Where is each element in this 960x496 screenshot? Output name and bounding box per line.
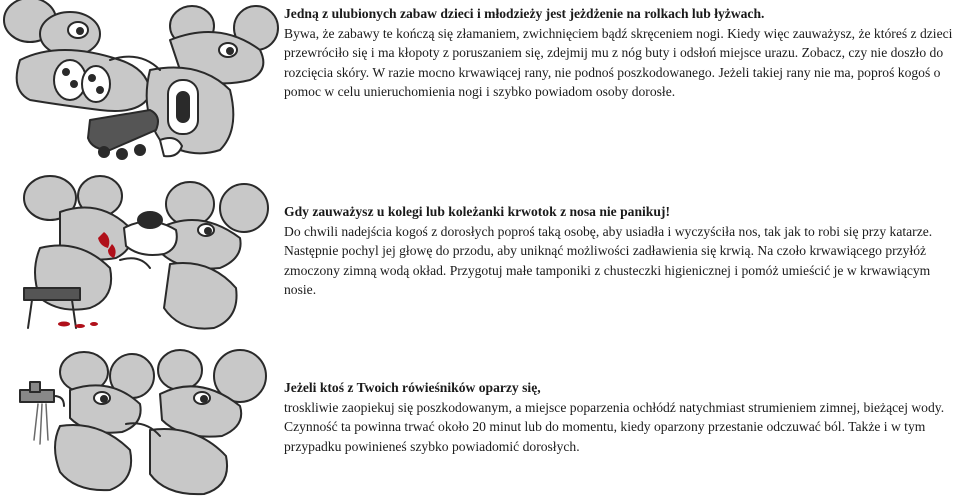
burn-heading: Jeżeli ktoś z Twoich rówieśników oparzy się, [284, 380, 541, 395]
skating-injury-heading: Jedną z ulubionych zabaw dzieci i młodzieży jest jeżdżenie na rolkach lub łyżwach. [284, 6, 765, 21]
burn-text [284, 378, 960, 456]
illustration-mice-burn [0, 340, 280, 496]
skating-injury-body: Bywa, że zabawy te kończą się złamaniem, zwichnięciem bądź skręceniem nogi. Kiedy więc zauważysz, że któreś z dzieci przewróciło się i ma kłopoty z poruszaniem się, zdejmij mu z nóg buty i odsłoń miejsce urazu. Zobacz, czy nie doszło do rozcięcia skóry. W razie mocno krwawiącej rany, nie podnoś poszkodowanego. Jeżeli takiej rany nie ma, poproś kogoś o pomoc w celu unieruchomienia nogi i szybko powiadom osoby dorosłe. [284, 25, 953, 100]
section-burn [0, 340, 960, 496]
burn-body: troskliwie zaopiekuj się poszkodowanym, a miejsce poparzenia ochłódź natychmiast strumieniem zimnej, bieżącej wody. Czynność ta powinna trwać około 20 minut lub do momentu, kiedy oparzony przestanie odczuwać ból. Także i w tym przypadku powinieneś szybko powiadomić dorosłych. [284, 399, 945, 454]
nosebleed-text [284, 202, 960, 300]
skating-injury-text [284, 4, 960, 102]
nosebleed-heading: Gdy zauważysz u kolegi lub koleżanki krwotok z nosa nie panikuj! [284, 204, 670, 219]
nosebleed-body: Do chwili nadejścia kogoś z dorosłych poproś taką osobę, aby usiadła i wyczyściła nos, tak jak to robi się przy katarze. Następnie pochyl jej głowę do przodu, aby uniknąć możliwości zadławienia się krwią. Na czoło krwawiącego przyłóż zmoczony zimną wodą okład. Przygotuj małe tamponiki z chusteczki higienicznej i pomóż umieścić je w krwawiącym nosie. [284, 223, 933, 298]
section-nosebleed [0, 168, 960, 338]
section-skating-injury [0, 0, 960, 170]
illustration-mice-nosebleed [0, 168, 280, 338]
illustration-mice-skating-injury [0, 0, 280, 170]
